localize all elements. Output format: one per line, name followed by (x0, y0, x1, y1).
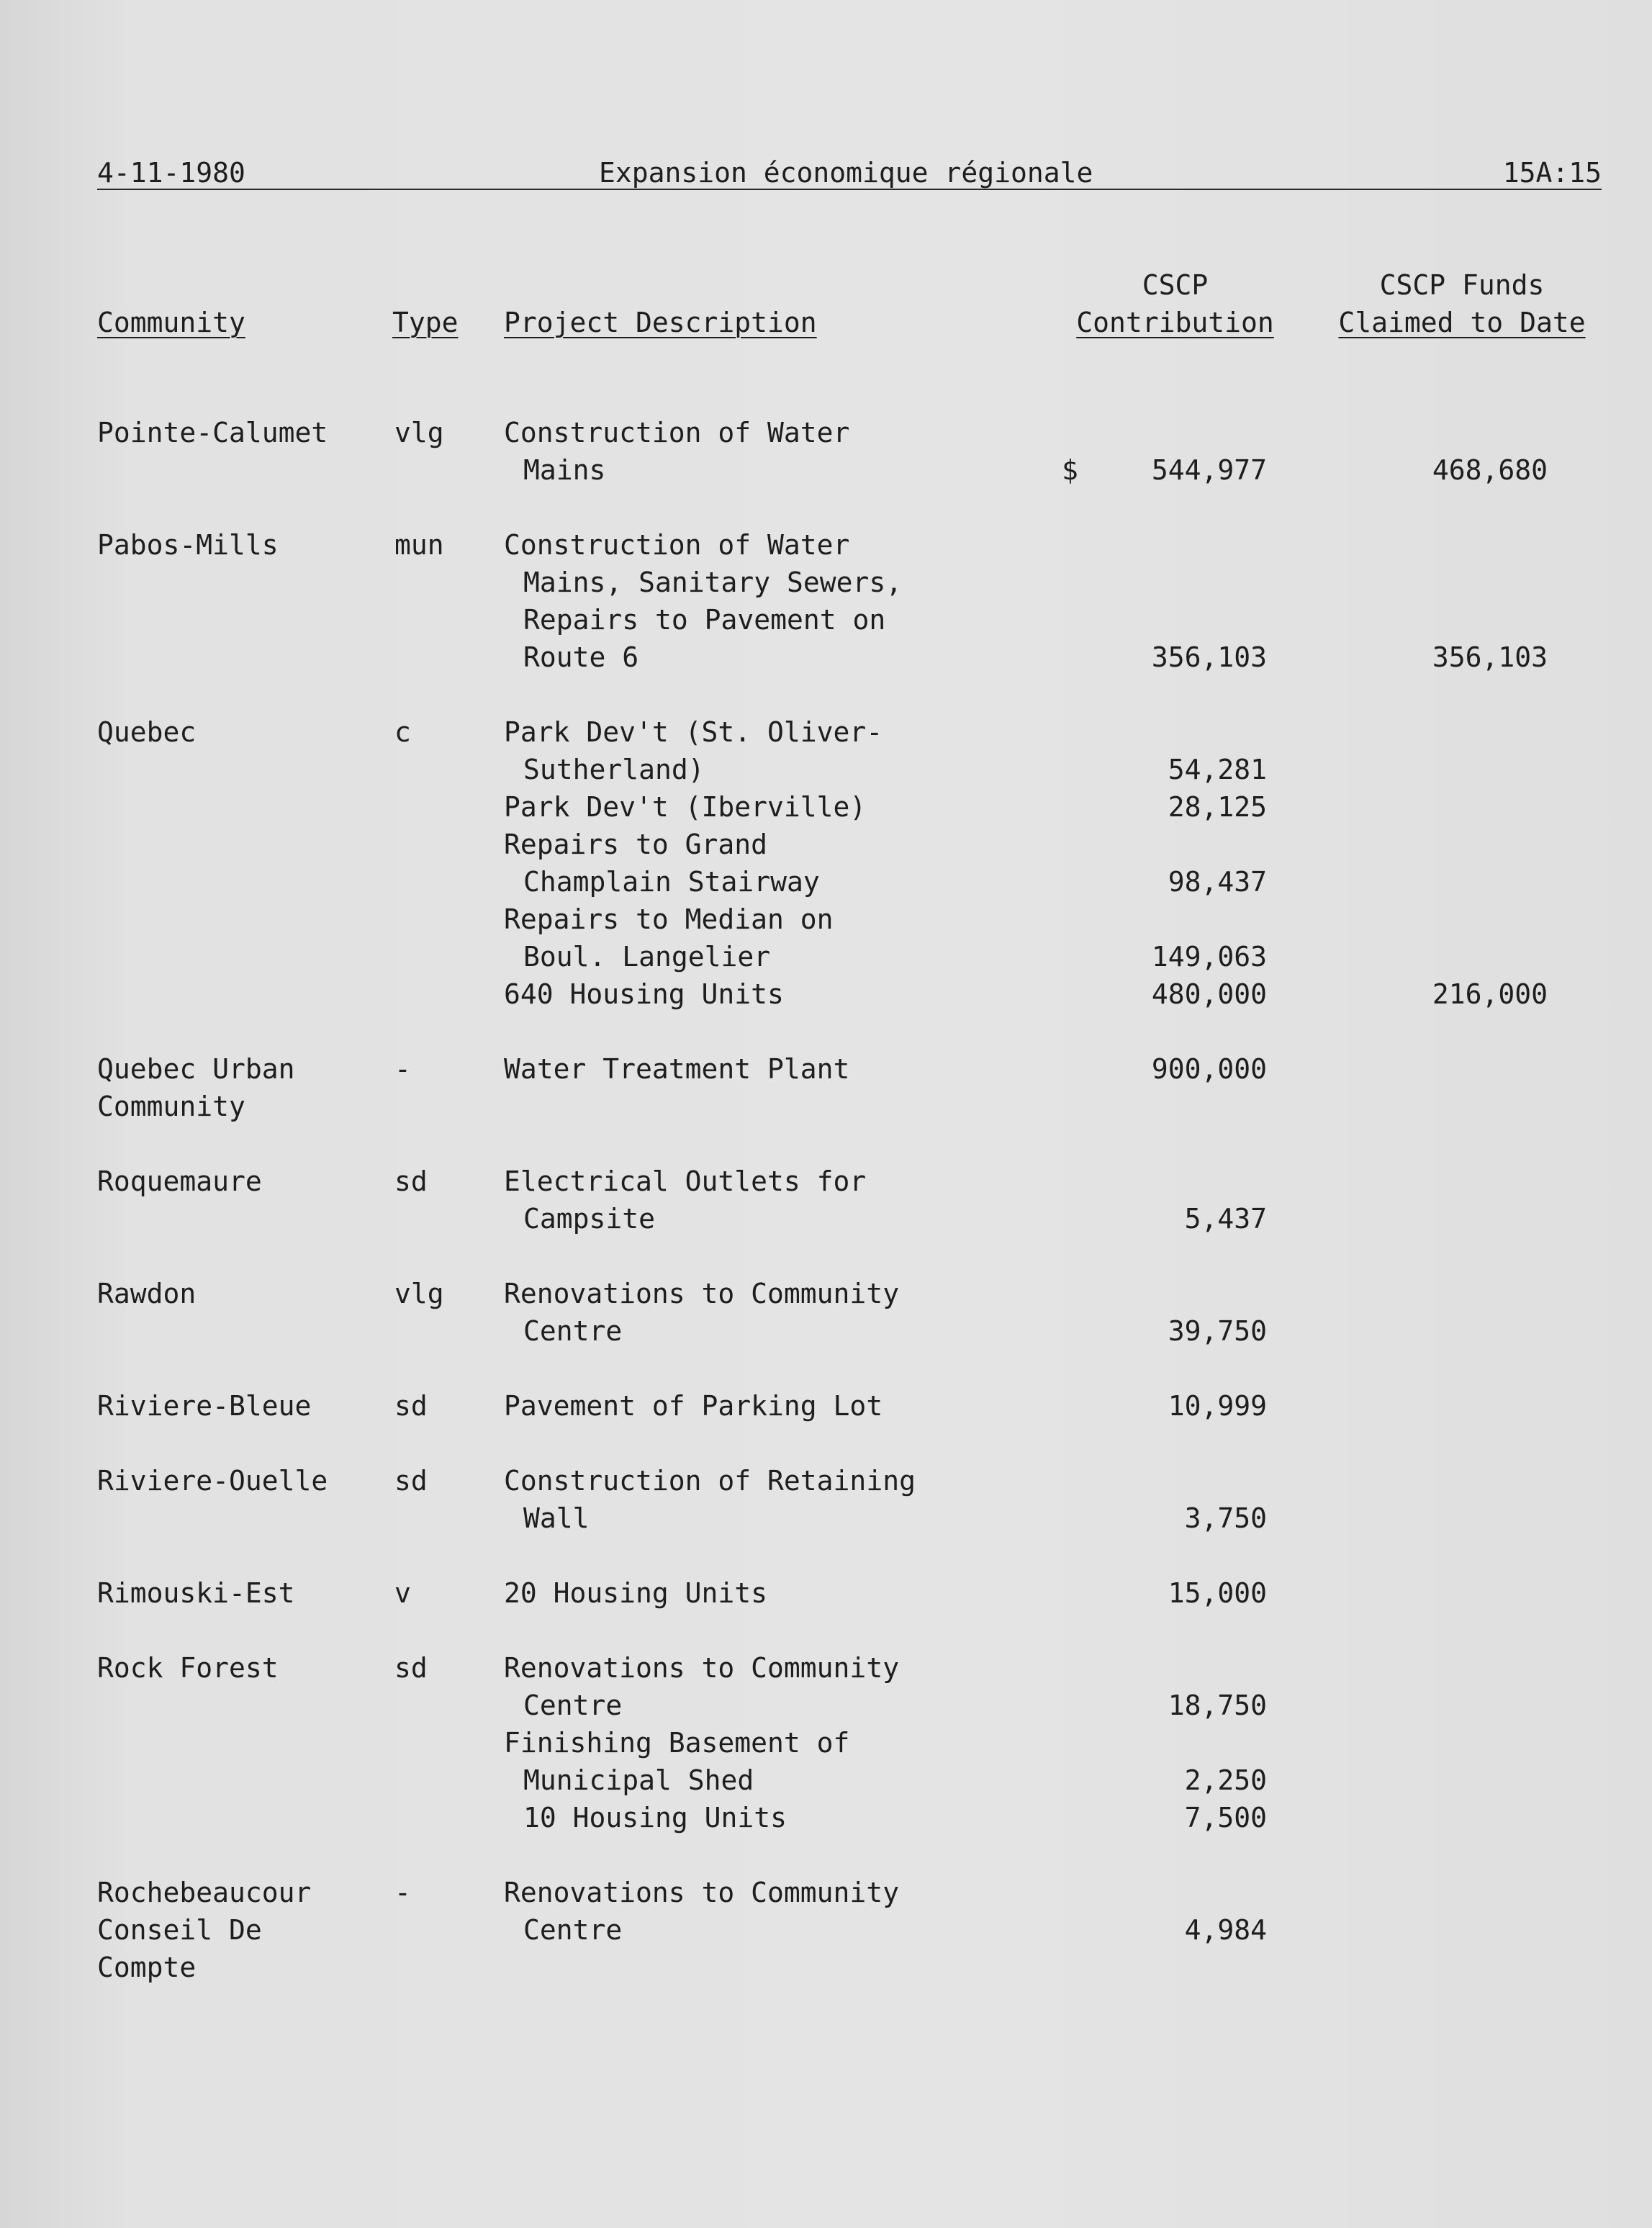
community-name (97, 526, 385, 564)
claimed-amounts (1353, 1387, 1548, 1425)
description-line: Electrical Outlets for (504, 1165, 867, 1197)
description-line: Centre (523, 1914, 623, 1946)
claimed-value (1353, 1050, 1548, 1088)
claimed-value: 216,000 (1432, 978, 1548, 1010)
project-description (504, 713, 1051, 1013)
community-name (97, 1387, 385, 1425)
contribution-amounts (1058, 1874, 1267, 1949)
community-type: vlg (394, 417, 444, 448)
contribution-value (1058, 1163, 1267, 1200)
claimed-value (1353, 713, 1548, 751)
community-name-line: Pabos-Mills (97, 529, 279, 561)
description-line: Repairs to Median on (504, 903, 834, 935)
contribution-value: 3,750 (1184, 1502, 1267, 1534)
description-line: 10 Housing Units (523, 1802, 787, 1834)
description-line: Route 6 (523, 641, 639, 673)
claimed-value (1353, 1874, 1548, 1911)
description-line: Park Dev't (St. Oliver- (504, 716, 883, 748)
community-name-line: Quebec Urban (97, 1053, 295, 1085)
project-description (504, 414, 1051, 489)
claimed-value (1353, 601, 1548, 639)
description-line: Campsite (523, 1203, 656, 1235)
contribution-value: 4,984 (1184, 1914, 1267, 1946)
contribution-value (1058, 826, 1267, 863)
claimed-value (1353, 901, 1548, 938)
community-type: sd (394, 1652, 428, 1684)
community-name (97, 1649, 385, 1687)
contribution-amounts (1058, 1050, 1267, 1088)
contribution-value: 98,437 (1168, 866, 1267, 898)
contribution-value (1058, 713, 1267, 751)
contribution-value: 480,000 (1151, 978, 1267, 1010)
description-line: Centre (523, 1690, 623, 1721)
contribution-value (1058, 414, 1267, 451)
claimed-value (1353, 1163, 1548, 1200)
description-line: Mains (523, 454, 606, 486)
contribution-value (1058, 601, 1267, 639)
contribution-amounts (1058, 1275, 1267, 1350)
description-line: Mains, Sanitary Sewers, (523, 567, 903, 598)
claimed-value: 468,680 (1432, 454, 1548, 486)
contribution-value: 18,750 (1168, 1690, 1267, 1721)
claimed-value (1353, 1799, 1548, 1836)
description-line: Finishing Basement of (504, 1727, 850, 1759)
contribution-amounts (1058, 414, 1267, 489)
claimed-amounts (1353, 1574, 1548, 1612)
community-name-line: Compte (97, 1952, 197, 1983)
claimed-amounts (1353, 1649, 1548, 1836)
community-name-line: Rock Forest (97, 1652, 279, 1684)
community-type: - (394, 1877, 411, 1908)
community-type: sd (394, 1465, 428, 1497)
claimed-value (1353, 1200, 1548, 1237)
community-name (97, 1462, 385, 1499)
contribution-value: 39,750 (1168, 1315, 1267, 1347)
community-type: sd (394, 1390, 428, 1422)
column-header-description: Project Description (504, 307, 817, 338)
contribution-value (1058, 564, 1267, 601)
community-name (97, 1050, 385, 1125)
description-line: Centre (523, 1315, 623, 1347)
description-line: Renovations to Community (504, 1877, 900, 1908)
claimed-amounts (1353, 1275, 1548, 1350)
description-line: Champlain Stairway (523, 866, 820, 898)
claimed-value (1353, 1499, 1548, 1537)
description-line: Construction of Water (504, 417, 850, 448)
claimed-amounts (1353, 1050, 1548, 1088)
claimed-value (1353, 1687, 1548, 1724)
contribution-value: 5,437 (1184, 1203, 1267, 1235)
description-line: Municipal Shed (523, 1764, 754, 1796)
contribution-amounts (1058, 1649, 1267, 1836)
description-line: Renovations to Community (504, 1278, 900, 1309)
project-description (504, 1163, 1051, 1237)
claimed-value (1353, 1911, 1548, 1949)
contribution-amounts (1058, 1163, 1267, 1237)
claimed-amounts (1353, 1163, 1548, 1237)
contribution-value (1058, 1724, 1267, 1762)
claimed-value (1353, 1649, 1548, 1687)
community-name-line: Community (97, 1091, 245, 1122)
community-type: v (394, 1577, 411, 1609)
project-description (504, 1574, 1051, 1612)
claimed-value (1353, 788, 1548, 826)
description-line: Wall (523, 1502, 590, 1534)
claimed-value (1353, 1724, 1548, 1762)
community-name-line: Rimouski-Est (97, 1577, 295, 1609)
claimed-value (1353, 826, 1548, 863)
contribution-value (1058, 526, 1267, 564)
claimed-value (1353, 526, 1548, 564)
contribution-amounts (1058, 526, 1267, 676)
claimed-amounts (1353, 526, 1548, 676)
community-name-line: Riviere-Ouelle (97, 1465, 328, 1497)
contribution-value (1058, 1649, 1267, 1687)
community-name-line: Conseil De (97, 1914, 262, 1946)
claimed-amounts (1353, 1874, 1548, 1949)
claimed-value (1353, 1762, 1548, 1799)
description-line: Construction of Water (504, 529, 850, 561)
community-type: sd (394, 1165, 428, 1197)
column-header-contribution: CSCP Contribution (1076, 269, 1274, 338)
claimed-amounts (1353, 414, 1548, 489)
column-header-community: Community (97, 307, 245, 338)
contribution-amounts (1058, 1387, 1267, 1425)
community-name-line: Rochebeaucour (97, 1877, 312, 1908)
community-name (97, 713, 385, 751)
claimed-value (1353, 1462, 1548, 1499)
claimed-amounts (1353, 713, 1548, 1013)
project-description (504, 1275, 1051, 1350)
project-description (504, 1462, 1051, 1537)
description-line: Repairs to Pavement on (523, 604, 886, 636)
community-name (97, 1163, 385, 1200)
contribution-value: 900,000 (1151, 1053, 1267, 1085)
description-line: Water Treatment Plant (504, 1053, 850, 1085)
description-line: 640 Housing Units (504, 978, 784, 1010)
contribution-value: 28,125 (1168, 791, 1267, 823)
claimed-value: 356,103 (1432, 641, 1548, 673)
contribution-amounts (1058, 1462, 1267, 1537)
header-title: Expansion économique régionale (599, 157, 1093, 189)
contribution-value (1058, 901, 1267, 938)
community-type: vlg (394, 1278, 444, 1309)
contribution-value: 10,999 (1168, 1390, 1267, 1422)
header-page-number: 15A:15 (1502, 157, 1602, 189)
claimed-value (1353, 1387, 1548, 1425)
community-name-line: Riviere-Bleue (97, 1390, 312, 1422)
contribution-value (1058, 1874, 1267, 1911)
project-description (504, 526, 1051, 676)
column-header-funds-claimed: CSCP Funds Claimed to Date (1338, 269, 1586, 338)
contribution-value: 356,103 (1151, 641, 1267, 673)
description-line: Construction of Retaining (504, 1465, 916, 1497)
contribution-value: 54,281 (1168, 754, 1267, 785)
contribution-value (1058, 1462, 1267, 1499)
column-header-type: Type (392, 307, 459, 338)
community-name-line: Rawdon (97, 1278, 197, 1309)
description-line: Renovations to Community (504, 1652, 900, 1684)
project-description (504, 1874, 1051, 1949)
contribution-value (1058, 1275, 1267, 1312)
claimed-value (1353, 564, 1548, 601)
header-date: 4-11-1980 (97, 157, 245, 189)
community-name (97, 1574, 385, 1612)
contribution-value: 544,977 (1151, 454, 1267, 486)
contribution-amounts (1058, 713, 1267, 1013)
contribution-value: 7,500 (1184, 1802, 1267, 1834)
claimed-value (1353, 1574, 1548, 1612)
description-line: Pavement of Parking Lot (504, 1390, 883, 1422)
community-name-line: Roquemaure (97, 1165, 262, 1197)
contribution-amounts (1058, 1574, 1267, 1612)
project-description (504, 1050, 1051, 1088)
description-line: 20 Housing Units (504, 1577, 768, 1609)
claimed-value (1353, 1275, 1548, 1312)
contribution-value: 149,063 (1151, 941, 1267, 973)
description-line: Repairs to Grand (504, 829, 768, 860)
community-name (97, 1874, 385, 1986)
description-line: Boul. Langelier (523, 941, 771, 973)
claimed-value (1353, 751, 1548, 788)
contribution-value: 2,250 (1184, 1764, 1267, 1796)
contribution-value: 15,000 (1168, 1577, 1267, 1609)
community-name (97, 414, 385, 451)
community-type: c (394, 716, 411, 748)
community-type: mun (394, 529, 444, 561)
claimed-amounts (1353, 1462, 1548, 1537)
description-line: Park Dev't (Iberville) (504, 791, 867, 823)
project-description (504, 1387, 1051, 1425)
claimed-value (1353, 414, 1548, 451)
claimed-value (1353, 863, 1548, 901)
community-name-line: Pointe-Calumet (97, 417, 328, 448)
currency-symbol: $ (1062, 454, 1078, 486)
community-name-line: Quebec (97, 716, 197, 748)
claimed-value (1353, 938, 1548, 975)
description-line: Sutherland) (523, 754, 705, 785)
community-name (97, 1275, 385, 1312)
project-description (504, 1649, 1051, 1836)
claimed-value (1353, 1312, 1548, 1350)
community-type: - (394, 1053, 411, 1085)
